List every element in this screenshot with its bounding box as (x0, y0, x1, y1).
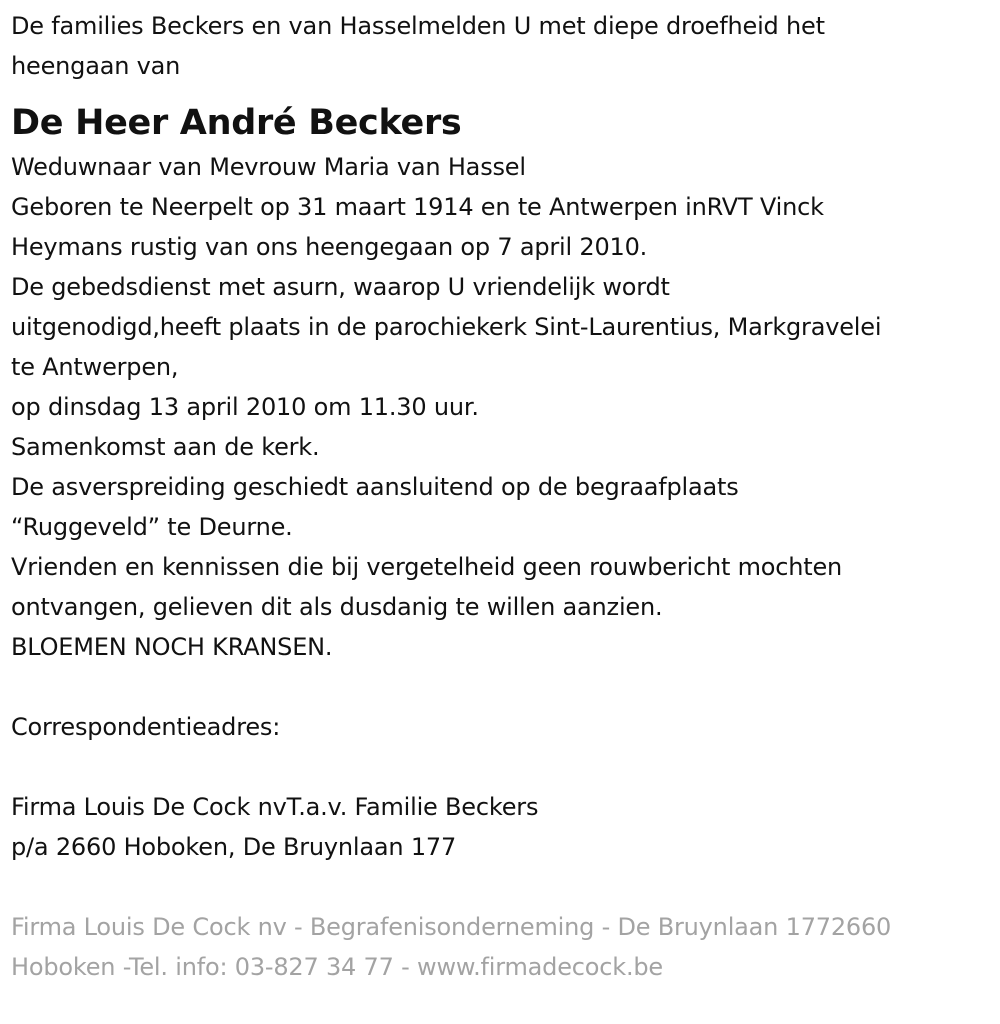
address-line-1: Firma Louis De Cock nvT.a.v. Familie Beckers (11, 793, 539, 821)
footer-line-2: Hoboken -Tel. info: 03-827 34 77 - www.firmadecock.be (11, 953, 663, 981)
footer-line-1: Firma Louis De Cock nv - Begrafenisonderneming - De Bruynlaan 1772660 (11, 913, 892, 941)
birth-line-1: Geboren te Neerpelt op 31 maart 1914 en te Antwerpen inRVT Vinck (11, 193, 824, 221)
service-date: op dinsdag 13 april 2010 om 11.30 uur. (11, 393, 479, 421)
correspondence-label: Correspondentieadres: (11, 713, 281, 741)
spacer (11, 747, 996, 787)
service-line-2: uitgenodigd,heeft plaats in de parochiekerk Sint-Laurentius, Markgravelei (11, 313, 882, 341)
spacer (11, 667, 996, 707)
service-line-3: te Antwerpen, (11, 353, 179, 381)
intro (11, 6, 996, 86)
notice-body (11, 147, 996, 667)
service-line-1: De gebedsdienst met asurn, waarop U vriendelijk wordt (11, 273, 670, 301)
intro-line-2: heengaan van (11, 52, 181, 80)
birth-line-2: Heymans rustig van ons heengegaan op 7 april 2010. (11, 233, 648, 261)
friends-line-1: Vrienden en kennissen die bij vergetelheid geen rouwbericht mochten (11, 553, 843, 581)
widower-line: Weduwnaar van Mevrouw Maria van Hassel (11, 153, 526, 181)
intro-line-1: De families Beckers en van Hasselmelden U met diepe droefheid het (11, 12, 825, 40)
scattering-line-2: “Ruggeveld” te Deurne. (11, 513, 293, 541)
spacer (11, 867, 996, 907)
address-line-2: p/a 2660 Hoboken, De Bruynlaan 177 (11, 833, 457, 861)
funeral-home-footer (11, 907, 996, 987)
flowers-line: BLOEMEN NOCH KRANSEN. (11, 633, 333, 661)
scattering-line-1: De asverspreiding geschiedt aansluitend op de begraafplaats (11, 473, 739, 501)
obituary-notice (11, 6, 996, 987)
gathering-line: Samenkomst aan de kerk. (11, 433, 320, 461)
correspondence-address (11, 787, 996, 867)
deceased-name: De Heer André Beckers (11, 103, 462, 143)
friends-line-2: ontvangen, gelieven dit als dusdanig te willen aanzien. (11, 593, 663, 621)
